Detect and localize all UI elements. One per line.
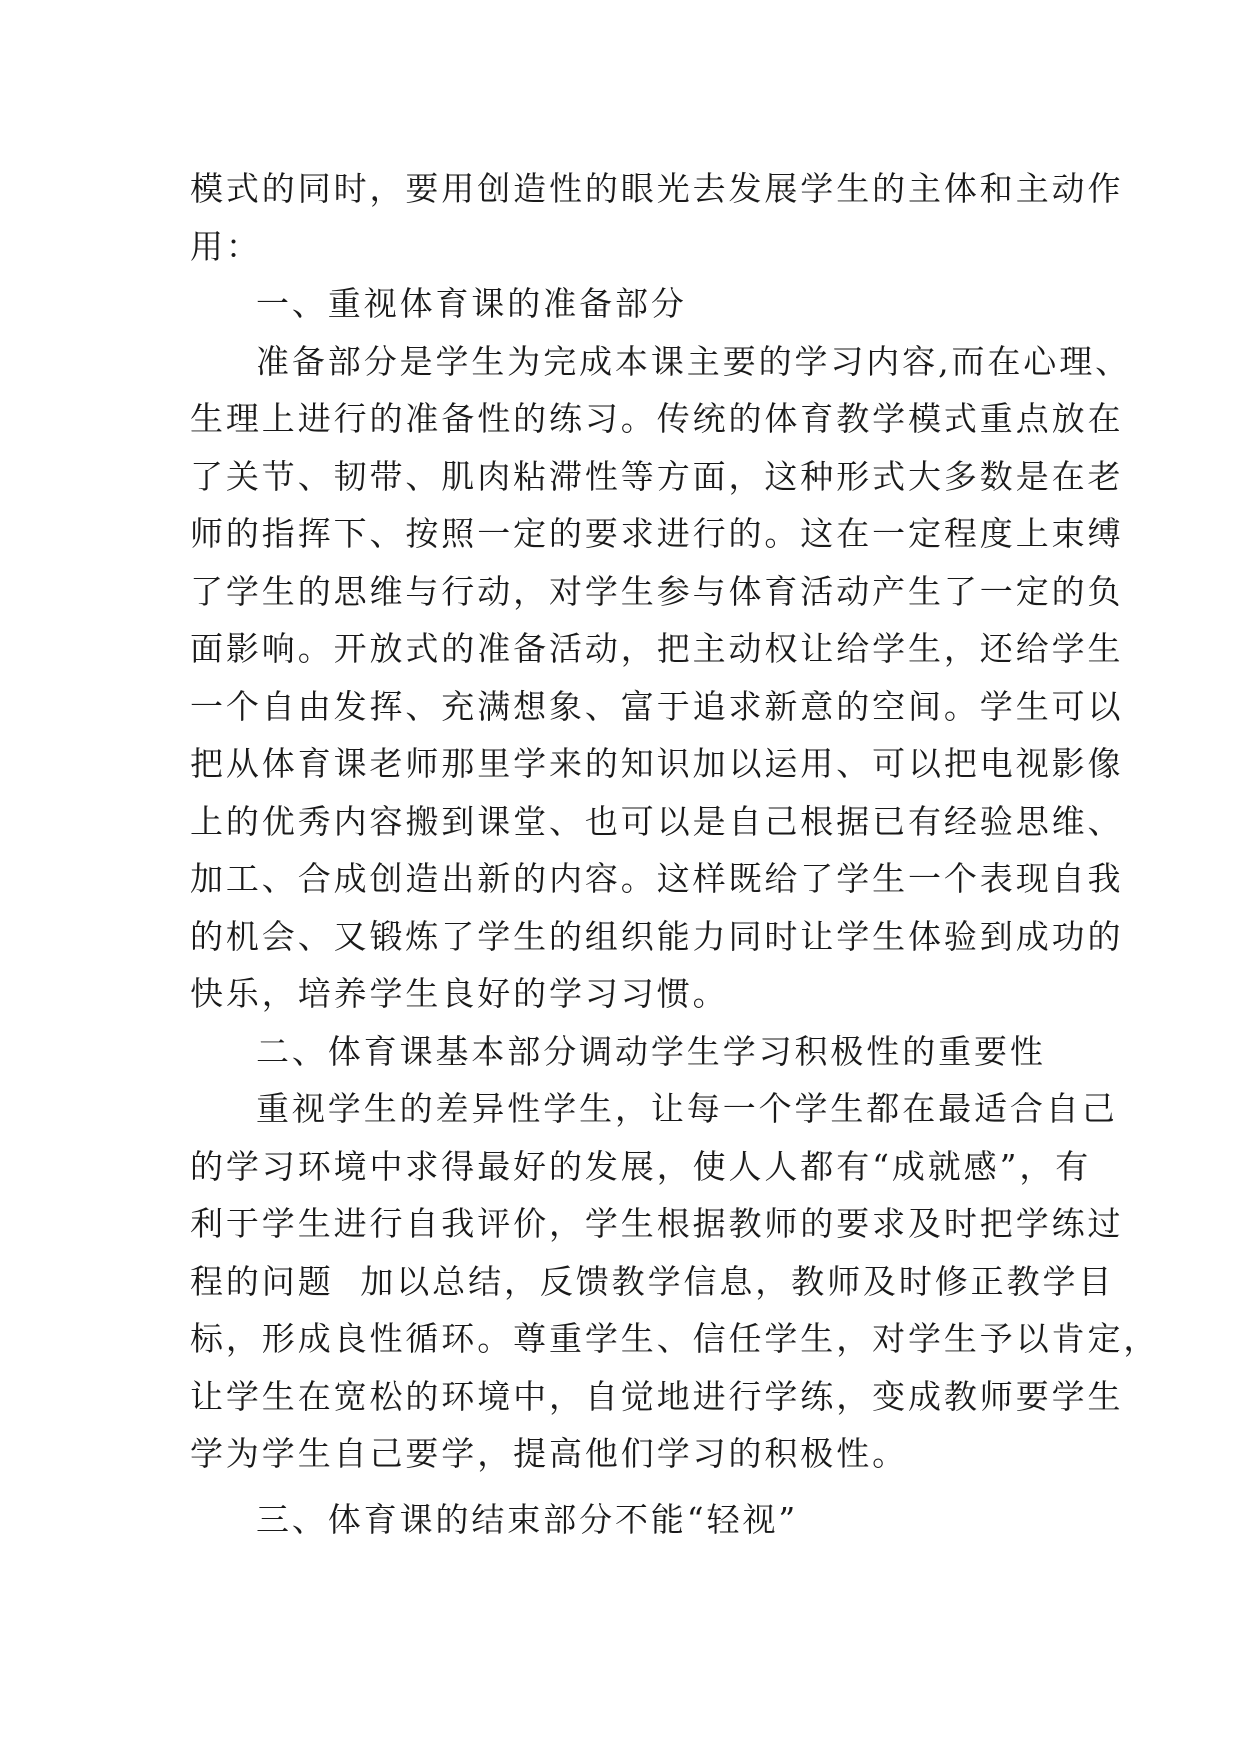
paragraph-line: 程的问题 加以总结，反馈教学信息，教师及时修正教学目 bbox=[190, 1261, 1115, 1301]
section-heading-1: 一、重视体育课的准备部分 bbox=[256, 284, 687, 323]
paragraph-line: 让学生在宽松的环境中，自觉地进行学练，变成教师要学生 bbox=[190, 1376, 1124, 1416]
paragraph-line: 了关节、韧带、肌肉粘滞性等方面，这种形式大多数是在老 bbox=[190, 456, 1124, 496]
paragraph-line: 师的指挥下、按照一定的要求进行的。这在一定程度上束缚 bbox=[190, 514, 1124, 553]
paragraph-line: 利于学生进行自我评价，学生根据教师的要求及时把学练过 bbox=[190, 1204, 1124, 1243]
spacer bbox=[190, 1483, 1055, 1491]
paragraph-line: 加工、合成创造出新的内容。这样既给了学生一个表现自我 bbox=[190, 859, 1124, 898]
paragraph-line: 了学生的思维与行动，对学生参与体育活动产生了一定的负 bbox=[190, 571, 1124, 611]
paragraph-line: 把从体育课老师那里学来的知识加以运用、可以把电视影像 bbox=[190, 744, 1124, 783]
document-body bbox=[190, 160, 1160, 1548]
paragraph-line: 学为学生自己要学，提高他们学习的积极性。 bbox=[190, 1434, 908, 1473]
paragraph-line: 面影响。开放式的准备活动，把主动权让给学生，还给学生 bbox=[190, 629, 1124, 668]
paragraph-line: 的学习环境中求得最好的发展，使人人都有“成就感”，有 bbox=[190, 1146, 1092, 1186]
section-heading-2: 二、体育课基本部分调动学生学习积极性的重要性 bbox=[256, 1031, 1046, 1071]
paragraph-line: 上的优秀内容搬到课堂、也可以是自己根据已有经验思维、 bbox=[190, 801, 1124, 841]
paragraph-line: 生理上进行的准备性的练习。传统的体育教学模式重点放在 bbox=[190, 399, 1124, 438]
paragraph-line: 一个自由发挥、充满想象、富于追求新意的空间。学生可以 bbox=[190, 686, 1124, 726]
text-line: 用： bbox=[190, 226, 262, 266]
section-heading-3: 三、体育课的结束部分不能“轻视” bbox=[256, 1499, 799, 1539]
paragraph-line: 准备部分是学生为完成本课主要的学习内容,而在心理、 bbox=[256, 341, 1131, 381]
paragraph-line: 标，形成良性循环。尊重学生、信任学生，对学生予以肯定， bbox=[190, 1319, 1160, 1358]
paragraph-line: 的机会、又锻炼了学生的组织能力同时让学生体验到成功的 bbox=[190, 916, 1124, 956]
paragraph-line: 快乐，培养学生良好的学习习惯。 bbox=[190, 974, 729, 1013]
paragraph-line: 重视学生的差异性学生，让每一个学生都在最适合自己 bbox=[256, 1089, 1118, 1128]
text-line: 模式的同时，要用创造性的眼光去发展学生的主体和主动作 bbox=[190, 169, 1124, 208]
